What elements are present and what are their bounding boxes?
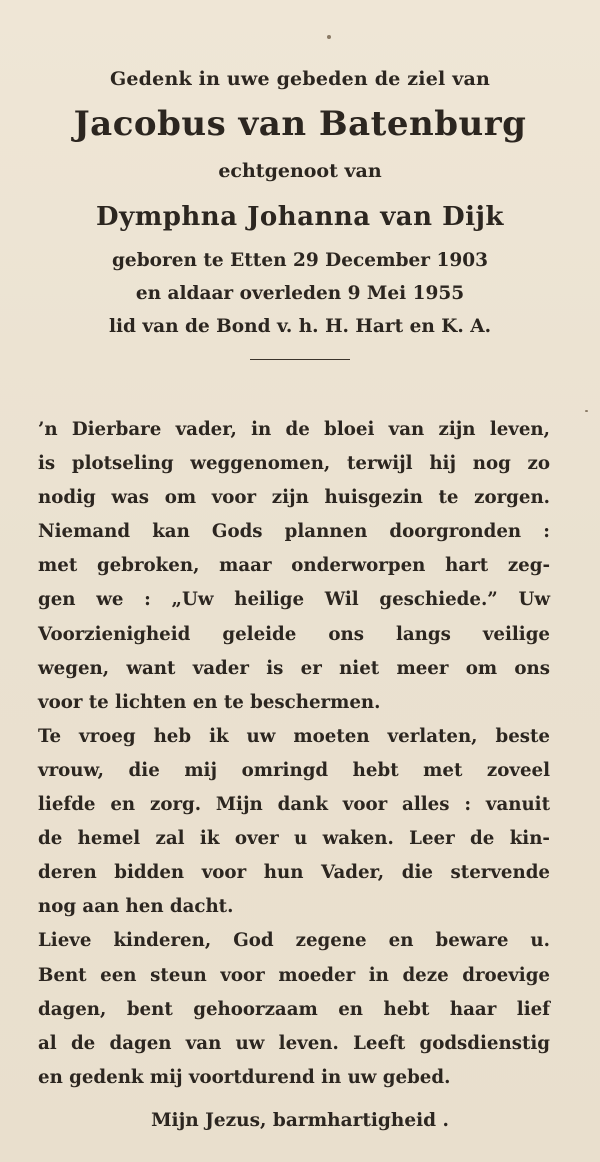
body-line: ’n Dierbare vader, in de bloei van zijn leven, [38, 419, 550, 440]
closing-prayer: Mijn Jezus, barmhartigheid . [151, 1110, 449, 1131]
body-line: al de dagen van uw leven. Leeft godsdienstig [38, 1032, 550, 1054]
paper-speck [585, 410, 588, 412]
body-line: liefde en zorg. Mijn dank voor alles : vanuit [38, 794, 550, 816]
body-line: Niemand kan Gods plannen doorgronden : [38, 521, 550, 543]
body-line: en gedenk mij voortdurend in uw gebed. [38, 1066, 451, 1088]
deceased-name: Jacobus van Batenburg [73, 104, 527, 144]
body-line: dagen, bent gehoorzaam en hebt haar lief [38, 998, 550, 1020]
spouse-label: echtgenoot van [218, 160, 382, 182]
card-header [0, 62, 600, 360]
death-line: en aldaar overleden 9 Mei 1955 [135, 283, 465, 304]
birth-line: geboren te Etten 29 December 1903 [112, 250, 488, 271]
body-line: Voorzienigheid geleide ons langs veilige [38, 623, 550, 645]
divider-rule [250, 359, 350, 360]
spouse-name: Dymphna Johanna van Dijk [96, 202, 504, 232]
body-line: gen we : „Uw heilige Wil geschiede.” Uw [38, 589, 550, 611]
body-line: Lieve kinderen, God zegene en beware u. [38, 930, 550, 952]
memorial-text [38, 413, 550, 1095]
body-line: wegen, want vader is er niet meer om ons [38, 657, 550, 679]
body-line: nodig was om voor zijn huisgezin te zorgen. [38, 487, 550, 509]
intro-line: Gedenk in uwe gebeden de ziel van [109, 68, 491, 90]
body-line: deren bidden voor hun Vader, die stervende [38, 862, 550, 884]
body-line: Bent een steun voor moeder in deze droevige [38, 964, 550, 986]
body-line: met gebroken, maar onderworpen hart zeg- [38, 555, 550, 577]
body-line: vrouw, die mij omringd hebt met zoveel [38, 759, 550, 781]
body-line: nog aan hen dacht. [38, 896, 234, 918]
body-line: Te vroeg heb ik uw moeten verlaten, beste [38, 725, 550, 747]
body-line: is plotseling weggenomen, terwijl hij nog zo [38, 453, 550, 475]
paper-speck [327, 35, 331, 39]
body-line: voor te lichten en te beschermen. [38, 691, 381, 713]
membership-line: lid van de Bond v. h. H. Hart en K. A. [108, 316, 492, 337]
body-line: de hemel zal ik over u waken. Leer de kin- [38, 828, 550, 850]
